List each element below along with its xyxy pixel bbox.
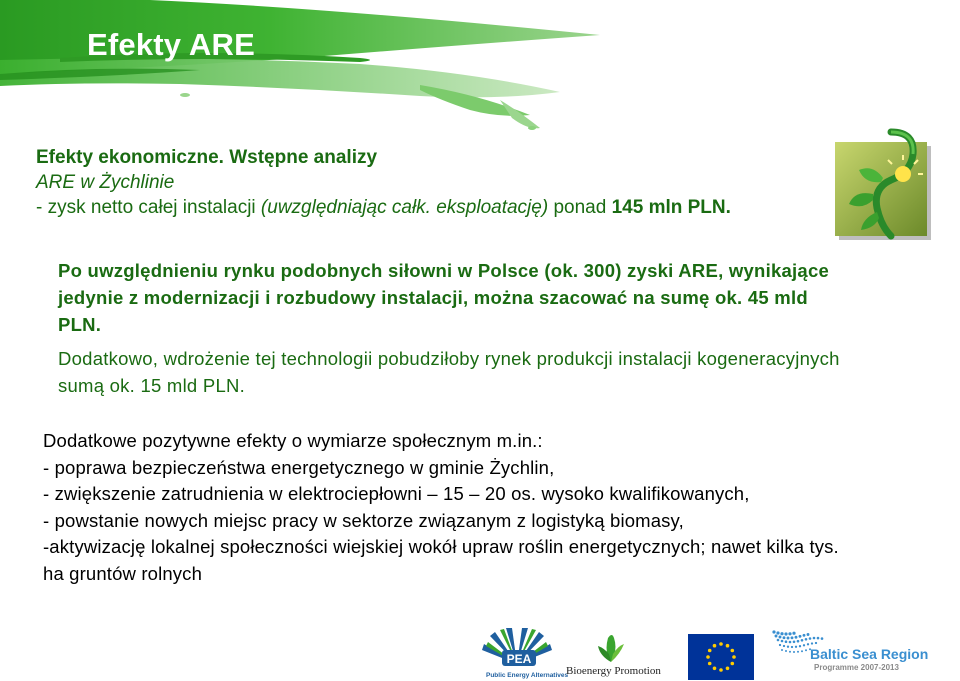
- baltic-dot: [799, 635, 802, 638]
- baltic-dot: [797, 651, 799, 653]
- baltic-dot: [821, 637, 824, 640]
- baltic-dot: [785, 650, 787, 652]
- sprout-lightbulb-icon: [833, 128, 933, 243]
- social-effects-item: -aktywizację lokalnej społeczności wiejskiej wokół upraw roślin energetycznych; nawet kilka tys.: [43, 536, 839, 557]
- eu-star: [719, 668, 723, 672]
- pea-logo-text: PEA: [506, 652, 532, 666]
- baltic-dot: [801, 639, 804, 642]
- market-line-1: Po uwzględnieniu rynku podobnych siłowni w Polsce (ok. 300) zyski ARE, wynikające: [58, 260, 830, 281]
- baltic-dot: [815, 642, 817, 644]
- baltic-dot: [805, 649, 807, 651]
- baltic-dot: [788, 632, 791, 635]
- eu-star: [708, 649, 712, 653]
- economic-effects-heading: Efekty ekonomiczne. Wstępne analizy: [36, 147, 378, 168]
- social-effects-item: - zwiększenie zatrudnienia w elektrociepłowni – 15 – 20 os. wysoko kwalifikowanych,: [43, 483, 750, 504]
- baltic-dot: [807, 633, 810, 636]
- baltic-dot: [789, 641, 792, 644]
- baltic-dot: [809, 637, 812, 640]
- net-profit-text: - zysk netto całej instalacji: [36, 197, 261, 218]
- eu-star: [726, 644, 730, 648]
- eu-star: [719, 642, 723, 646]
- baltic-dot: [783, 645, 785, 647]
- social-effects-item: - poprawa bezpieczeństwa energetycznego w gminie Żychlin,: [43, 456, 555, 478]
- baltic-dot: [792, 632, 795, 635]
- social-effects-heading: Dodatkowe pozytywne efekty o wymiarze społecznym m.in.:: [43, 430, 543, 451]
- net-profit-mid: ponad: [548, 197, 612, 218]
- economic-effects-block: [36, 145, 731, 220]
- baltic-dot: [807, 643, 809, 645]
- baltic-dot: [780, 632, 783, 635]
- baltic-dot: [772, 630, 775, 633]
- market-line-2: jedynie z modernizacji i rozbudowy instalacji, można szacować na sumę ok. 45 mld: [58, 287, 808, 308]
- baltic-dot: [791, 636, 794, 639]
- social-effects-list: [43, 428, 839, 587]
- bioenergy-leaf-icon: [594, 632, 628, 664]
- baltic-dot: [781, 640, 784, 643]
- baltic-dot: [799, 645, 801, 647]
- baltic-dot: [817, 637, 820, 640]
- baltic-subtitle: Programme 2007-2013: [814, 663, 899, 672]
- bioenergy-promotion-logo: [566, 632, 666, 681]
- baltic-dot: [795, 646, 797, 648]
- eu-star: [731, 662, 735, 666]
- are-location-subheading: ARE w Żychlinie: [36, 172, 175, 193]
- market-line-3: PLN.: [58, 314, 102, 335]
- baltic-dot: [793, 651, 795, 653]
- partner-logos: [470, 620, 960, 681]
- baltic-dot: [811, 642, 813, 644]
- header-swoosh: [0, 0, 960, 140]
- market-paragraph: [58, 257, 829, 338]
- pea-sunburst-icon: [476, 628, 558, 668]
- social-effects-item: ha gruntów rolnych: [43, 562, 203, 584]
- social-effects-item: - powstanie nowych miejsc pracy w sektorze związanym z logistyką biomasy,: [43, 509, 684, 531]
- baltic-dot: [801, 650, 803, 652]
- baltic-dot: [803, 634, 806, 637]
- eu-flag-icon: [688, 634, 754, 680]
- pea-subtitle: Public Energy Alternatives: [486, 672, 569, 679]
- baltic-dot: [797, 640, 800, 643]
- bioenergy-name: Bioenergy Promotion: [566, 665, 661, 677]
- page-title: Efekty ARE: [87, 27, 255, 62]
- eu-star: [731, 649, 735, 653]
- eu-star: [713, 667, 717, 671]
- baltic-sea-region-logo: [770, 628, 930, 681]
- baltic-dot: [776, 631, 779, 634]
- baltic-dot: [781, 649, 783, 651]
- baltic-dot: [791, 646, 793, 648]
- baltic-dot: [783, 636, 786, 639]
- baltic-dot: [793, 641, 796, 644]
- additional-line-2: sumą ok. 15 mld PLN.: [58, 375, 245, 396]
- pea-logo: [476, 628, 569, 681]
- baltic-dot: [789, 651, 791, 653]
- baltic-dot: [813, 637, 816, 640]
- net-profit-italic: (uwzględniając całk. eksploatację): [260, 197, 549, 218]
- baltic-dot: [787, 646, 789, 648]
- baltic-dot: [805, 638, 808, 641]
- net-profit-line: [36, 195, 731, 220]
- eu-star: [708, 662, 712, 666]
- eu-star: [732, 655, 736, 659]
- baltic-dot: [803, 644, 805, 646]
- eu-star: [726, 667, 730, 671]
- baltic-dot: [775, 635, 778, 638]
- baltic-name: Baltic Sea Region: [810, 646, 929, 662]
- baltic-dot: [787, 637, 790, 640]
- eu-star: [713, 644, 717, 648]
- additional-paragraph: [58, 345, 840, 399]
- baltic-dot: [779, 636, 782, 639]
- baltic-dot: [795, 636, 798, 639]
- baltic-dot: [777, 639, 780, 642]
- eu-star: [706, 655, 710, 659]
- net-profit-amount: 145 mln PLN.: [611, 197, 731, 218]
- baltic-dot: [779, 644, 781, 646]
- baltic-dot: [784, 632, 787, 635]
- additional-line-1: Dodatkowo, wdrożenie tej technologii pobudziłoby rynek produkcji instalacji kogeneracyjnych: [58, 348, 840, 369]
- baltic-dot: [785, 640, 788, 643]
